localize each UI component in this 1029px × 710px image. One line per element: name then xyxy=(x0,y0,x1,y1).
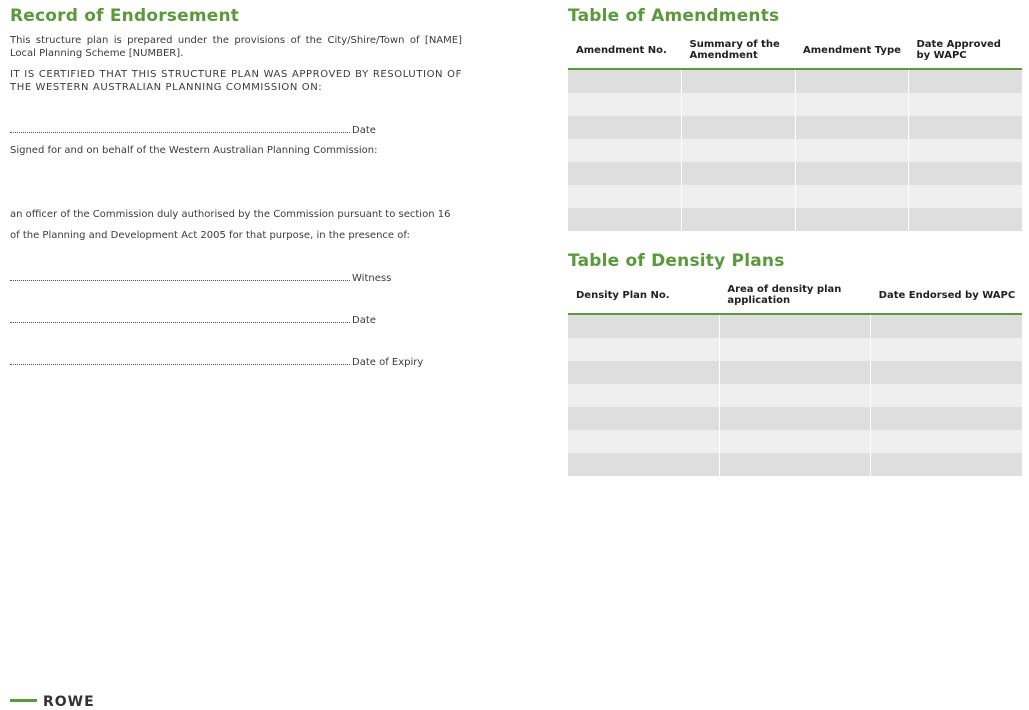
table-cell[interactable] xyxy=(568,361,719,384)
table-cell[interactable] xyxy=(568,407,719,430)
column-header: Area of density plan application xyxy=(719,277,870,314)
column-header: Summary of the Amendment xyxy=(682,32,796,69)
table-cell[interactable] xyxy=(568,162,682,185)
table-row xyxy=(568,361,1022,384)
table-cell[interactable] xyxy=(568,338,719,361)
logo-text: ROWE xyxy=(43,694,95,710)
amendments-table xyxy=(568,32,1022,231)
officer-text-line-1: an officer of the Commission duly authorised by the Commission pursuant to section 16 xyxy=(10,209,451,220)
table-row xyxy=(568,185,1022,208)
table-cell[interactable] xyxy=(795,93,909,116)
table-cell[interactable] xyxy=(871,453,1022,476)
table-cell[interactable] xyxy=(682,116,796,139)
table-row xyxy=(568,208,1022,231)
table-cell[interactable] xyxy=(568,430,719,453)
table-cell[interactable] xyxy=(795,185,909,208)
amendments-title: Table of Amendments xyxy=(568,6,780,26)
table-cell[interactable] xyxy=(682,93,796,116)
table-cell[interactable] xyxy=(909,139,1023,162)
logo-bar xyxy=(10,699,37,702)
witness-label: Witness xyxy=(352,273,392,284)
table-cell[interactable] xyxy=(719,453,870,476)
table-cell[interactable] xyxy=(568,139,682,162)
table-cell[interactable] xyxy=(568,93,682,116)
table-cell[interactable] xyxy=(795,69,909,93)
table-cell[interactable] xyxy=(568,185,682,208)
table-row xyxy=(568,384,1022,407)
dotted-line xyxy=(10,272,350,281)
table-cell[interactable] xyxy=(871,407,1022,430)
table-row xyxy=(568,116,1022,139)
table-row xyxy=(568,162,1022,185)
table-cell[interactable] xyxy=(682,185,796,208)
date-signature-line xyxy=(10,124,376,136)
column-header: Amendment Type xyxy=(795,32,909,69)
table-cell[interactable] xyxy=(909,116,1023,139)
signed-text: Signed for and on behalf of the Western Australian Planning Commission: xyxy=(10,145,378,156)
table-row xyxy=(568,407,1022,430)
table-cell[interactable] xyxy=(568,116,682,139)
table-cell[interactable] xyxy=(909,185,1023,208)
table-cell[interactable] xyxy=(568,314,719,338)
column-header: Amendment No. xyxy=(568,32,682,69)
density-title: Table of Density Plans xyxy=(568,251,785,271)
table-cell[interactable] xyxy=(682,162,796,185)
date-signature-line-2 xyxy=(10,314,376,326)
dotted-line xyxy=(10,124,350,133)
column-header: Density Plan No. xyxy=(568,277,719,314)
table-cell[interactable] xyxy=(795,116,909,139)
table-cell[interactable] xyxy=(871,430,1022,453)
table-cell[interactable] xyxy=(871,361,1022,384)
certification-paragraph: IT IS CERTIFIED THAT THIS STRUCTURE PLAN WAS APPROVED BY RESOLUTION OF THE WESTERN AUSTRALIAN PLANNING COMMISSION ON: xyxy=(10,69,462,93)
expiry-signature-line xyxy=(10,356,423,368)
table-cell[interactable] xyxy=(682,208,796,231)
table-cell[interactable] xyxy=(871,384,1022,407)
table-cell[interactable] xyxy=(719,338,870,361)
dotted-line xyxy=(10,356,350,365)
table-cell[interactable] xyxy=(568,453,719,476)
density-header-row xyxy=(568,277,1022,314)
table-cell[interactable] xyxy=(719,407,870,430)
table-cell[interactable] xyxy=(568,384,719,407)
table-row xyxy=(568,453,1022,476)
table-cell[interactable] xyxy=(871,338,1022,361)
table-cell[interactable] xyxy=(871,314,1022,338)
table-cell[interactable] xyxy=(568,69,682,93)
density-table xyxy=(568,277,1022,476)
table-cell[interactable] xyxy=(682,69,796,93)
table-cell[interactable] xyxy=(909,93,1023,116)
table-cell[interactable] xyxy=(909,69,1023,93)
endorsement-paragraph: This structure plan is prepared under the provisions of the City/Shire/Town of [NAME] Local Planning Scheme [NUMBER]. xyxy=(10,35,462,59)
endorsement-title: Record of Endorsement xyxy=(10,6,240,26)
date-label: Date xyxy=(352,125,376,136)
expiry-label: Date of Expiry xyxy=(352,357,424,368)
dotted-line xyxy=(10,314,350,323)
table-row xyxy=(568,338,1022,361)
table-cell[interactable] xyxy=(909,208,1023,231)
table-cell[interactable] xyxy=(682,139,796,162)
table-row xyxy=(568,139,1022,162)
table-cell[interactable] xyxy=(795,139,909,162)
officer-text-line-2: of the Planning and Development Act 2005 for that purpose, in the presence of: xyxy=(10,230,410,241)
amendments-header-row xyxy=(568,32,1022,69)
table-cell[interactable] xyxy=(909,162,1023,185)
witness-signature-line xyxy=(10,272,391,284)
table-cell[interactable] xyxy=(719,361,870,384)
table-row xyxy=(568,93,1022,116)
date-label-2: Date xyxy=(352,315,376,326)
table-cell[interactable] xyxy=(719,384,870,407)
table-row xyxy=(568,69,1022,93)
table-cell[interactable] xyxy=(568,208,682,231)
table-row xyxy=(568,430,1022,453)
table-cell[interactable] xyxy=(795,208,909,231)
table-row xyxy=(568,314,1022,338)
table-cell[interactable] xyxy=(719,314,870,338)
column-header: Date Approved by WAPC xyxy=(909,32,1023,69)
table-cell[interactable] xyxy=(795,162,909,185)
column-header: Date Endorsed by WAPC xyxy=(871,277,1022,314)
table-cell[interactable] xyxy=(719,430,870,453)
